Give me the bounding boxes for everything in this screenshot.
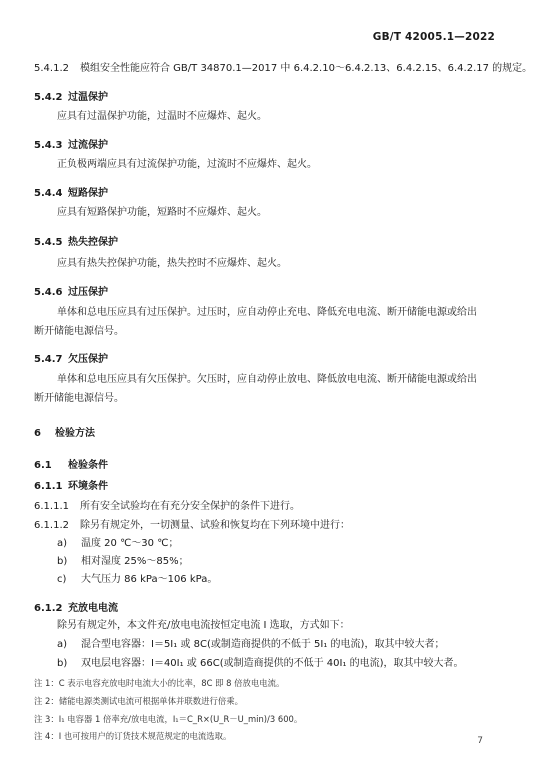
paragraph-5-4-3: 正负极两端应具有过流保护功能，过流时不应爆炸、起火。: [57, 159, 317, 170]
heading-number: 5.4.5: [34, 237, 63, 248]
heading-number: 5.4.3: [34, 140, 63, 151]
list-item: [57, 555, 189, 568]
clause-text: 模组安全性能应符合 GB/T 34870.1—2017 中 6.4.2.10～6.4.2.13、6.4.2.15、6.4.2.17 的规定。: [80, 63, 533, 74]
heading-5-4-4: [34, 184, 108, 199]
list-item: [57, 638, 444, 651]
clause-5-4-1-2: [34, 62, 532, 75]
clause-number: 6.1.1.2: [34, 520, 69, 531]
heading-number: 6.1.1: [34, 481, 63, 492]
note-3: 注 3：I₁ 电容器 1 倍率充/放电电流，I₁＝C_R×(U_R－U_min)/3 600。: [34, 714, 303, 724]
note-2: 注 2：储能电源类测试电流可根据单体并联数进行倍乘。: [34, 696, 243, 706]
heading-6-1: [34, 456, 108, 471]
clause-text: 除另有规定外，一切测量、试验和恢复均在下列环境中进行：: [80, 520, 350, 531]
heading-6-1-1: [34, 477, 108, 492]
heading-title: 短路保护: [68, 188, 108, 199]
clause-number: 5.4.1.2: [34, 63, 69, 74]
heading-6: [34, 424, 95, 439]
heading-number: 5.4.7: [34, 354, 63, 365]
clause-6-1-1-2: [34, 519, 350, 532]
heading-6-1-2: [34, 599, 118, 614]
list-item: [57, 573, 217, 586]
clause-text: 所有安全试验均在有充分安全保护的条件下进行。: [80, 501, 300, 512]
list-item: [57, 657, 464, 670]
clause-number: 6.1.1.1: [34, 501, 69, 512]
heading-5-4-6: [34, 283, 108, 298]
paragraph-5-4-4: 应具有短路保护功能，短路时不应爆炸、起火。: [57, 207, 267, 218]
list-marker: a): [57, 538, 68, 549]
heading-title: 环境条件: [68, 481, 108, 492]
note-1: 注 1：C 表示电容充放电时电流大小的比率，8C 即 8 倍放电电流。: [34, 678, 285, 688]
heading-title: 过流保护: [68, 140, 108, 151]
heading-title: 热失控保护: [68, 237, 118, 248]
note-4: 注 4：I 也可按用户的订货技术规范规定的电流选取。: [34, 731, 232, 741]
heading-title: 检验条件: [68, 460, 108, 471]
standard-code-header: GB/T 42005.1—2022: [372, 31, 495, 43]
list-marker: a): [57, 639, 68, 650]
heading-title: 检验方法: [55, 428, 95, 439]
heading-title: 充放电电流: [68, 603, 118, 614]
list-text: 相对湿度 25%～85%；: [81, 556, 189, 567]
heading-title: 过温保护: [68, 92, 108, 103]
list-marker: b): [57, 658, 68, 669]
heading-number: 5.4.4: [34, 188, 63, 199]
heading-title: 欠压保护: [68, 354, 108, 365]
clause-6-1-1-1: [34, 500, 300, 513]
heading-number: 6.1.2: [34, 603, 63, 614]
heading-number: 6: [34, 428, 41, 439]
heading-number: 5.4.2: [34, 92, 63, 103]
paragraph-5-4-7: 单体和总电压应具有欠压保护。欠压时，应自动停止放电、降低放电电流、断开储能电源或给出断开储能电源信号。: [34, 374, 477, 404]
heading-number: 6.1: [34, 460, 52, 471]
heading-5-4-2: [34, 88, 108, 103]
heading-5-4-3: [34, 136, 108, 151]
paragraph-5-4-5: 应具有热失控保护功能，热失控时不应爆炸、起火。: [57, 258, 287, 269]
page-number: 7: [477, 736, 483, 746]
heading-title: 过压保护: [68, 287, 108, 298]
list-item: [57, 537, 178, 550]
paragraph-5-4-6: 单体和总电压应具有过压保护。过压时，应自动停止充电、降低充电电流、断开储能电源或给出断开储能电源信号。: [34, 307, 477, 337]
heading-5-4-5: [34, 233, 118, 248]
heading-number: 5.4.6: [34, 287, 63, 298]
list-text: 大气压力 86 kPa～106 kPa。: [81, 574, 218, 585]
heading-5-4-7: [34, 350, 108, 365]
list-marker: b): [57, 556, 68, 567]
list-text: 混合型电容器：I＝5I₁ 或 8C(或制造商提供的不低于 5I₁ 的电流)，取其中较大者；: [81, 639, 445, 650]
list-text: 双电层电容器：I＝40I₁ 或 66C(或制造商提供的不低于 40I₁ 的电流)，取其中较大者。: [81, 658, 464, 669]
paragraph-6-1-2: 除另有规定外，本文件充/放电电流按恒定电流 I 选取，方式如下：: [57, 620, 350, 631]
list-marker: c): [57, 574, 67, 585]
paragraph-5-4-2: 应具有过温保护功能，过温时不应爆炸、起火。: [57, 111, 267, 122]
list-text: 温度 20 ℃～30 ℃；: [81, 538, 179, 549]
